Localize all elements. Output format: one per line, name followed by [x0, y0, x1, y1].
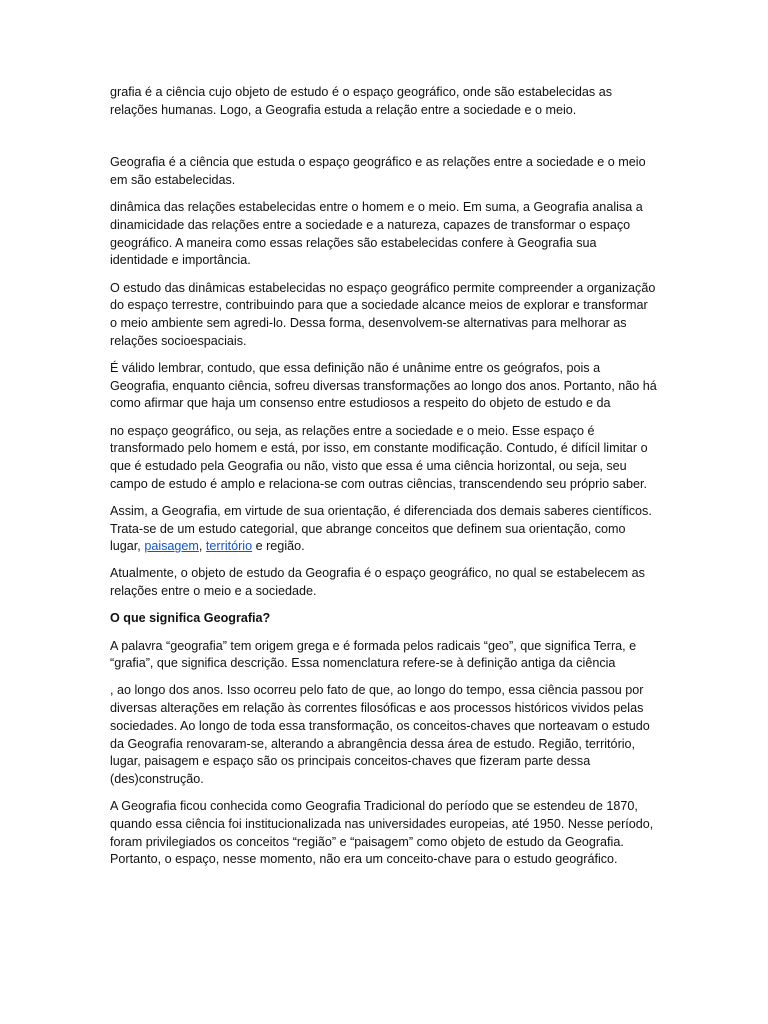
paragraph-11: A Geografia ficou conhecida como Geografia Tradicional do período que se estendeu de 1870, quando essa ciência foi institucionalizada nas universidades europeias, até 1950. Nesse período, foram privilegiados os conceitos “região” e “paisagem” como objeto de estudo da Geografia. Portanto, o espaço, nesse momento, não era um conceito-chave para o estudo geográfico. — [110, 799, 654, 867]
link-paisagem[interactable]: paisagem — [144, 539, 199, 554]
paragraph-7-separator: , — [198, 539, 206, 554]
link-territorio[interactable]: território — [205, 539, 253, 554]
paragraph-6: no espaço geográfico, ou seja, as relações entre a sociedade e o meio. Esse espaço é transformado pelo homem e está, por isso, em constante modificação. Contudo, é difícil limitar o que é estudado pela Geografia ou não, visto que essa é uma ciência horizontal, ou seja, seu campo de estudo é amplo e relaciona-se com outras ciências, transcendendo seu próprio saber. — [110, 423, 648, 491]
paragraph-7-text-after: e região. — [252, 539, 305, 554]
paragraph-9: A palavra “geografia” tem origem grega e é formada pelos radicais “geo”, que significa Terra, e “grafia”, que significa descrição. Essa nomenclatura refere-se à definição antiga da ciência — [110, 638, 637, 671]
paragraph-1: grafia é a ciência cujo objeto de estudo é o espaço geográfico, onde são estabelecidas as relações humanas. Logo, a Geografia estuda a relação entre a sociedade e o meio. — [110, 85, 612, 117]
section-heading: O que significa Geografia? — [110, 611, 271, 626]
paragraph-7-text-before: Assim, a Geografia, em virtude de sua orientação, é diferenciada dos demais saberes científicos. Trata-se de um estudo categorial, que abrange conceitos que definem sua orientação, como lugar, — [110, 503, 652, 554]
paragraph-10: , ao longo dos anos. Isso ocorreu pelo fato de que, ao longo do tempo, essa ciência passou por diversas alterações em relação às correntes filosóficas e aos processos históricos vividos pelas sociedades. Ao longo de toda essa transformação, os conceitos-chaves que norteavam o estudo da Geografia renovaram-se, alterando a abrangência dessa área de estudo. Região, território, lugar, paisagem e espaço são os principais conceitos-chaves que fizeram parte dessa (des)construção. — [110, 683, 650, 786]
paragraph-8: Atualmente, o objeto de estudo da Geografia é o espaço geográfico, no qual se estabelecem as relações entre o meio e a sociedade. — [110, 566, 645, 599]
paragraph-7 — [110, 503, 658, 556]
paragraph-4: O estudo das dinâmicas estabelecidas no espaço geográfico permite compreender a organização do espaço terrestre, contribuindo para que a sociedade alcance meios de explorar e transformar o meio ambiente sem agredi-lo. Dessa forma, desenvolvem-se alternativas para melhorar as relações socioespaciais. — [110, 280, 656, 348]
paragraph-5: É válido lembrar, contudo, que essa definição não é unânime entre os geógrafos, pois a Geografia, enquanto ciência, sofreu diversas transformações ao longo dos anos. Portanto, não há como afirmar que haja um consenso entre estudiosos a respeito do objeto de estudo e da — [110, 360, 657, 411]
paragraph-2: Geografia é a ciência que estuda o espaço geográfico e as relações entre a sociedade e o meio em são estabelecidas. — [110, 155, 646, 188]
document-body — [110, 84, 658, 879]
paragraph-3: dinâmica das relações estabelecidas entre o homem e o meio. Em suma, a Geografia analisa a dinamicidade das relações entre a sociedade e a natureza, capazes de transformar o espaço geográfico. A maneira como essas relações são estabelecidas confere à Geografia sua identidade e importância. — [110, 200, 643, 268]
